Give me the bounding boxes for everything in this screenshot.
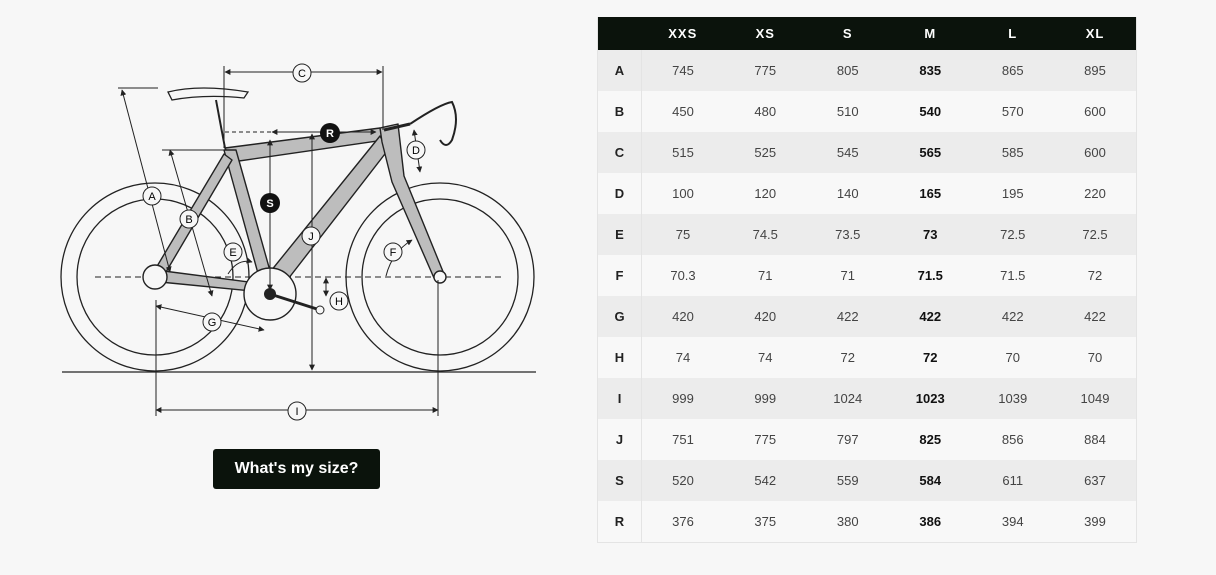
svg-text:D: D [412, 145, 420, 157]
row-key: R [598, 501, 642, 542]
table-cell: 895 [1054, 50, 1137, 91]
table-header-row [598, 17, 1137, 50]
table-cell: 422 [972, 296, 1055, 337]
table-cell: 422 [807, 296, 890, 337]
table-cell: 540 [889, 91, 972, 132]
table-cell: 1024 [807, 378, 890, 419]
table-cell: 195 [972, 173, 1055, 214]
table-cell: 520 [642, 460, 725, 501]
table-cell: 856 [972, 419, 1055, 460]
row-key: H [598, 337, 642, 378]
table-cell: 600 [1054, 91, 1137, 132]
table-cell: 745 [642, 50, 725, 91]
table-cell: 72.5 [1054, 214, 1137, 255]
svg-text:A: A [148, 191, 156, 203]
row-key: G [598, 296, 642, 337]
table-cell: 1023 [889, 378, 972, 419]
svg-text:E: E [229, 247, 237, 259]
svg-text:S: S [266, 198, 274, 210]
table-cell: 386 [889, 501, 972, 542]
table-cell: 422 [1054, 296, 1137, 337]
table-row [598, 296, 1137, 337]
svg-text:B: B [185, 214, 193, 226]
table-cell: 559 [807, 460, 890, 501]
bike-geometry-diagram [55, 55, 545, 430]
table-cell: 480 [724, 91, 807, 132]
label-g [203, 313, 221, 331]
table-body [598, 50, 1137, 542]
table-cell: 825 [889, 419, 972, 460]
table-cell: 584 [889, 460, 972, 501]
svg-text:F: F [389, 247, 397, 259]
row-key: A [598, 50, 642, 91]
table-row [598, 337, 1137, 378]
table-row [598, 419, 1137, 460]
label-f [384, 243, 402, 261]
svg-text:J: J [308, 231, 314, 243]
row-key: J [598, 419, 642, 460]
label-b [180, 210, 198, 228]
table-cell: 71.5 [889, 255, 972, 296]
table-cell: 565 [889, 132, 972, 173]
table-cell: 422 [889, 296, 972, 337]
rear-cassette [143, 265, 167, 289]
table-cell: 74.5 [724, 214, 807, 255]
row-key: S [598, 460, 642, 501]
row-key: F [598, 255, 642, 296]
table-cell: 120 [724, 173, 807, 214]
label-s [260, 193, 280, 213]
table-cell: 542 [724, 460, 807, 501]
table-row [598, 501, 1137, 542]
column-header: M [889, 17, 972, 50]
table-cell: 585 [972, 132, 1055, 173]
label-r [320, 123, 340, 143]
table-cell: 74 [642, 337, 725, 378]
table-cell: 835 [889, 50, 972, 91]
table-cell: 999 [724, 378, 807, 419]
table-row [598, 50, 1137, 91]
svg-text:I: I [295, 406, 299, 418]
row-key: E [598, 214, 642, 255]
label-j [302, 227, 320, 245]
table-cell: 884 [1054, 419, 1137, 460]
table-cell: 73.5 [807, 214, 890, 255]
table-cell: 525 [724, 132, 807, 173]
whats-my-size-button[interactable]: What's my size? [213, 449, 380, 489]
table-cell: 999 [642, 378, 725, 419]
table-cell: 399 [1054, 501, 1137, 542]
table-cell: 70 [972, 337, 1055, 378]
svg-text:H: H [335, 296, 343, 308]
table-cell: 72 [889, 337, 972, 378]
table-cell: 515 [642, 132, 725, 173]
table-cell: 394 [972, 501, 1055, 542]
table-cell: 420 [724, 296, 807, 337]
table-cell: 1039 [972, 378, 1055, 419]
table-cell: 376 [642, 501, 725, 542]
table-cell: 611 [972, 460, 1055, 501]
table-cell: 72.5 [972, 214, 1055, 255]
svg-text:R: R [326, 128, 334, 140]
table-cell: 74 [724, 337, 807, 378]
label-d [407, 141, 425, 159]
table-cell: 73 [889, 214, 972, 255]
table-row [598, 214, 1137, 255]
table-cell: 165 [889, 173, 972, 214]
table-row [598, 378, 1137, 419]
svg-text:G: G [207, 317, 217, 329]
table-cell: 570 [972, 91, 1055, 132]
label-i [288, 402, 306, 420]
table-cell: 380 [807, 501, 890, 542]
table-cell: 637 [1054, 460, 1137, 501]
label-a [143, 187, 161, 205]
table-cell: 70.3 [642, 255, 725, 296]
label-e [224, 243, 242, 261]
column-header: XL [1054, 17, 1137, 50]
column-header: S [807, 17, 890, 50]
handlebar [410, 102, 456, 145]
table-cell: 71 [724, 255, 807, 296]
table-cell: 75 [642, 214, 725, 255]
row-key: I [598, 378, 642, 419]
table-cell: 775 [724, 419, 807, 460]
column-header: XXS [642, 17, 725, 50]
saddle [168, 88, 248, 100]
table-cell: 865 [972, 50, 1055, 91]
table-cell: 72 [807, 337, 890, 378]
label-h [330, 292, 348, 310]
table-row [598, 173, 1137, 214]
geometry-diagram-panel [0, 0, 590, 575]
table-row [598, 255, 1137, 296]
label-c [293, 64, 311, 82]
table-cell: 375 [724, 501, 807, 542]
table-row [598, 132, 1137, 173]
table-header-corner [598, 17, 642, 50]
table-cell: 220 [1054, 173, 1137, 214]
geometry-table [597, 17, 1137, 543]
table-cell: 797 [807, 419, 890, 460]
table-cell: 140 [807, 173, 890, 214]
table-row [598, 91, 1137, 132]
table-cell: 71 [807, 255, 890, 296]
row-key: B [598, 91, 642, 132]
column-header: XS [724, 17, 807, 50]
row-key: C [598, 132, 642, 173]
column-header: L [972, 17, 1055, 50]
table-cell: 600 [1054, 132, 1137, 173]
row-key: D [598, 173, 642, 214]
table-cell: 100 [642, 173, 725, 214]
table-cell: 805 [807, 50, 890, 91]
bike-frame [156, 124, 444, 292]
table-cell: 1049 [1054, 378, 1137, 419]
table-cell: 71.5 [972, 255, 1055, 296]
table-cell: 510 [807, 91, 890, 132]
table-cell: 420 [642, 296, 725, 337]
table-cell: 751 [642, 419, 725, 460]
svg-text:C: C [298, 68, 306, 80]
table-cell: 775 [724, 50, 807, 91]
table-row [598, 460, 1137, 501]
table-cell: 545 [807, 132, 890, 173]
table-cell: 72 [1054, 255, 1137, 296]
table-cell: 450 [642, 91, 725, 132]
table-cell: 70 [1054, 337, 1137, 378]
